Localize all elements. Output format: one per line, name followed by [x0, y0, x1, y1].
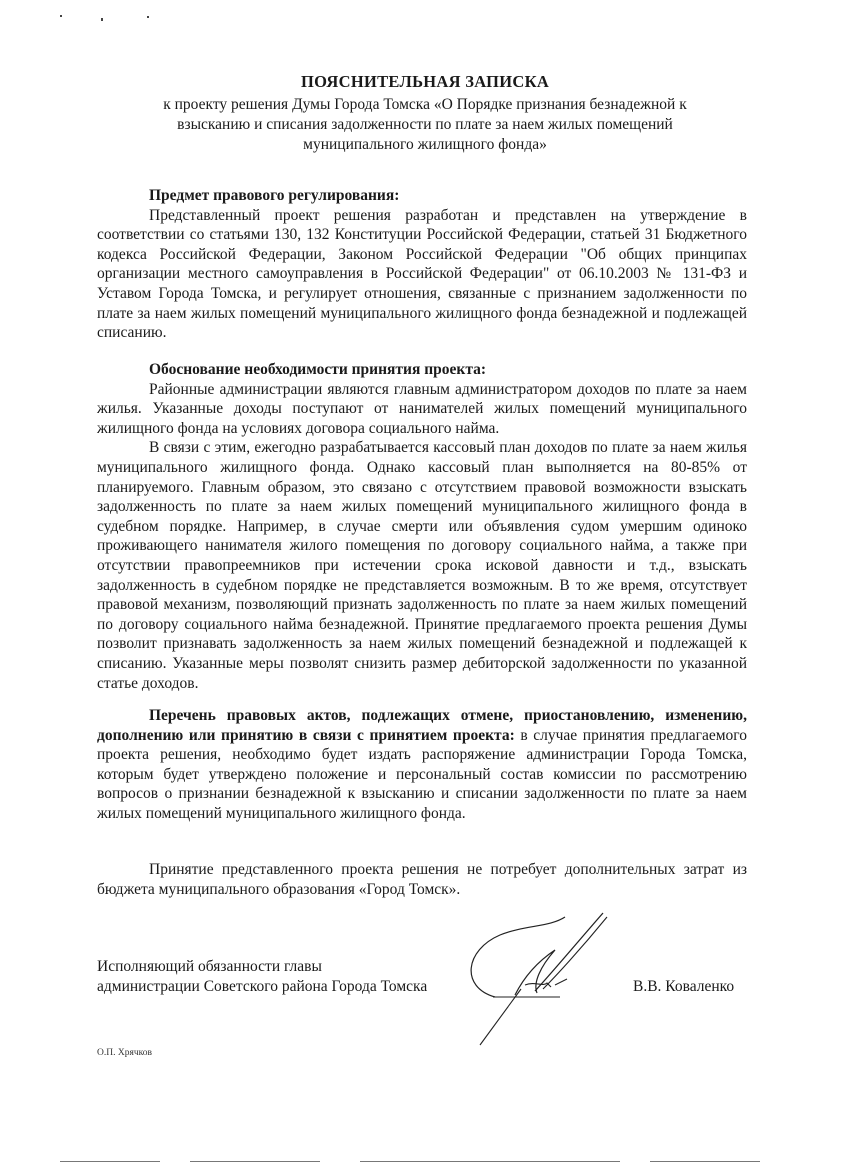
- section-paragraph: В связи с этим, ежегодно разрабатывается кассовый план доходов по плате за наем жилья муниципального жилищного фонда. Однако кассовый план выполняется на 80-85% от планируемого. Главным образом, это связано с отсутствием правовой возможности взыскать задолженность по плате за наем жилых помещений муниципального жилищного фонда в судебном порядке. Например, в случае смерти или объявления судом умершим одиноко проживающего нанимателя жилого помещения по договору социального найма, а также при отсутствии правопреемников при истечении срока исковой давности и т.д., взыскать задолженность в судебном порядке не представляется возможным. В то же время, отсутствует правовой механизм, позволяющий признать задолженность по плате за наем жилых помещений по договору социального найма безнадежной. Принятие предлагаемого проекта решения Думы позволит признавать задолженность за наем жилых помещений безнадежной и подлежащей к списанию. Указанные меры позволят снизить размер дебиторской задолженности по указанной статье доходов.: [97, 439, 747, 692]
- section-inline-heading: Перечень правовых актов, подлежащих отмене, приостановлению, изменению, дополнению или принятию в связи с принятием проекта:: [97, 707, 747, 744]
- document-title: ПОЯСНИТЕЛЬНАЯ ЗАПИСКА: [300, 72, 550, 91]
- signatory-position-line: Исполняющий обязанности главы: [97, 958, 322, 975]
- section-heading: Предмет правового регулирования:: [149, 187, 400, 204]
- section-justification: [97, 360, 747, 693]
- scan-speck: [147, 16, 149, 18]
- section-heading: Обоснование необходимости принятия проекта:: [149, 361, 487, 378]
- document-subtitle: [120, 95, 730, 155]
- subtitle-line: взысканию и списания задолженности по плате за наем жилых помещений: [177, 116, 673, 133]
- signatory-name: В.В. Коваленко: [633, 978, 735, 995]
- section-paragraph: Принятие представленного проекта решения не потребует дополнительных затрат из бюджета муниципального образования «Город Томск».: [97, 861, 747, 898]
- section-legal-acts: [97, 706, 747, 824]
- section-paragraph: Представленный проект решения разработан и представлен на утверждение в соответствии со статьями 130, 132 Конституции Российской Федерации, статьей 31 Бюджетного кодекса Российской Федерации, Законом Российской Федерации "Об общих принципах организации местного самоуправления в Российской Федерации" от 06.10.2003 № 131-ФЗ и Уставом Города Томска, и регулирует отношения, связанные с признанием задолженности по плате за наем жилых помещений муниципального жилищного фонда безнадежной и подлежащей списанию.: [97, 206, 747, 342]
- scan-speck: [60, 15, 62, 17]
- scan-bottom-edge: [60, 1161, 160, 1162]
- scan-bottom-edge: [650, 1161, 760, 1162]
- subtitle-line: к проекту решения Думы Города Томска «О Порядке признания безнадежной к: [163, 96, 687, 113]
- section-subject: [97, 186, 747, 343]
- signatory-position-line: администрации Советского района Города Томска: [97, 978, 428, 995]
- footer-note: О.П. Хрячков: [97, 1048, 152, 1058]
- section-inline-text: в случае принятия предлагаемого проекта решения, необходимо будет издать распоряжение администрации Города Томска, которым будет утверждено положение и персональный состав комиссии по рассмотрению вопросов о признании безнадежной к взысканию и списании задолженности по плате за наем жилых помещений муниципального жилищного фонда.: [97, 726, 747, 822]
- signatory-position: [97, 957, 427, 997]
- section-paragraph: [97, 706, 747, 824]
- subtitle-line: муниципального жилищного фонда»: [303, 136, 547, 153]
- section-budget: [97, 860, 747, 899]
- section-paragraph: Районные администрации являются главным администратором доходов по плате за наем жилья. Указанные доходы поступают от нанимателей жилых помещений муниципального жилищного фонда на условиях договора социального найма.: [97, 380, 747, 437]
- scan-bottom-edge: [190, 1161, 320, 1162]
- scan-speck: [101, 18, 103, 21]
- scan-bottom-edge: [360, 1161, 620, 1162]
- handwritten-signature: [455, 905, 620, 1050]
